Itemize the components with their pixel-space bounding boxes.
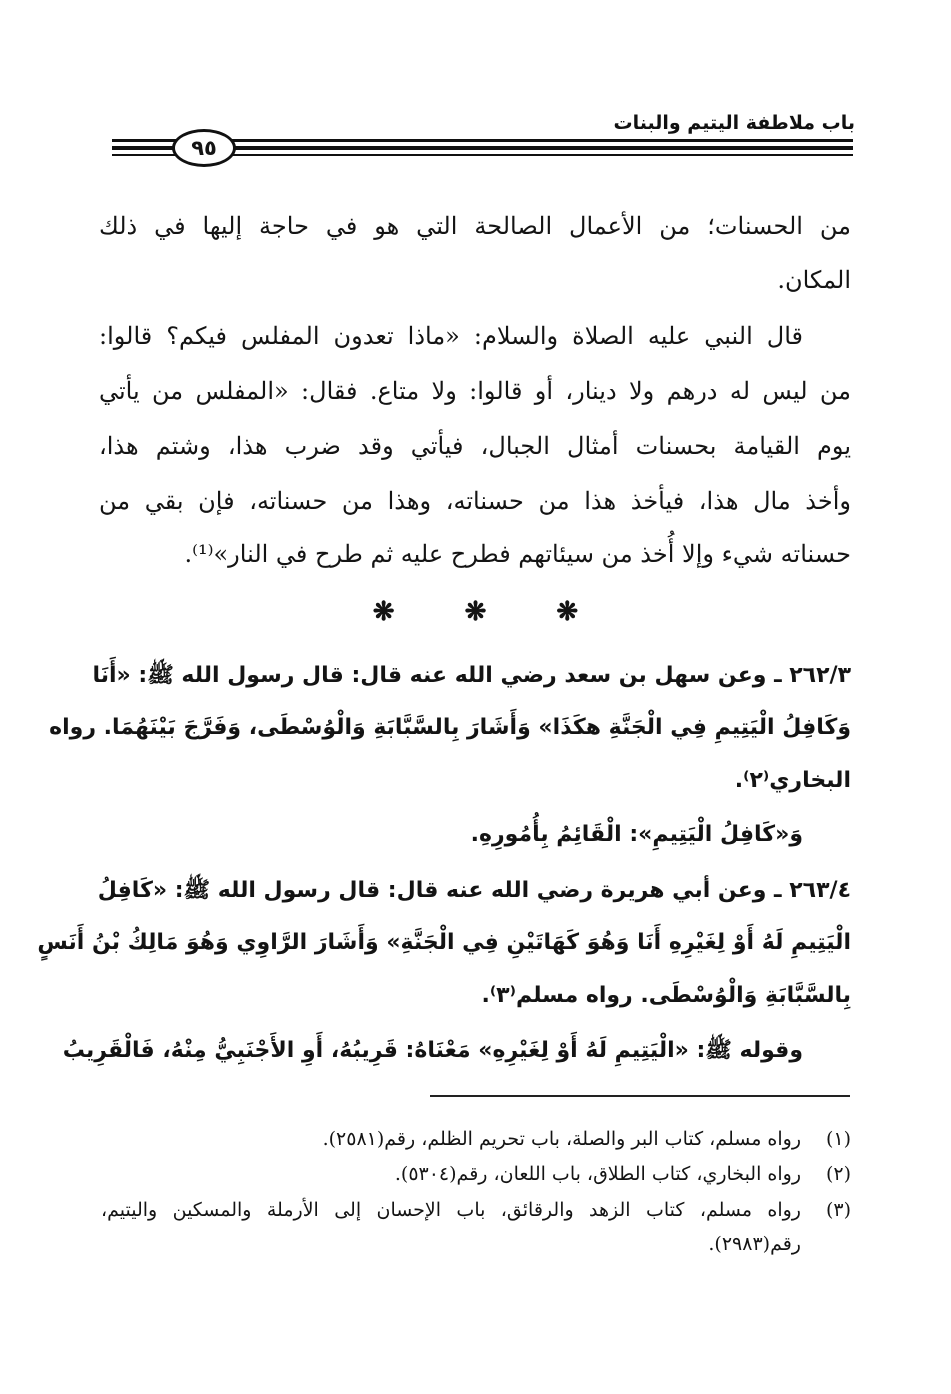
chapter-title: باب ملاطفة اليتيم والبنات: [613, 112, 855, 134]
hadith-line: بِالسَّبَّابَةِ وَالْوُسْطَى. رواه مسلم⁽٣⁾.: [481, 983, 851, 1008]
hadith-line: وَكَافِلُ الْيَتِيمِ فِي الْجَنَّةِ هكَذَا» وَأَشَارَ بِالسَّبَّابَةِ وَالْوُسْطَى، وَفَرَّجَ بَيْنَهُمَا. رواه: [49, 715, 851, 740]
hadith-line: ٢٦٣/٤ ـ وعن أبي هريرة رضي الله عنه قال: قال رسول الله ﷺ: «كَافِلُ: [97, 878, 851, 903]
asterism-icon: ❋: [464, 597, 487, 627]
footnote: [101, 1163, 851, 1185]
text-line: يوم القيامة بحسنات أمثال الجبال، فيأتي وقد ضرب هذا، وشتم هذا،: [99, 432, 851, 460]
section-separator: [0, 597, 951, 627]
text-line: قال النبي عليه الصلاة والسلام: «ماذا تعدون المفلس فيكم؟ قالوا:: [99, 322, 803, 350]
hadith-line: ٢٦٢/٣ ـ وعن سهل بن سعد رضي الله عنه قال: قال رسول الله ﷺ: «أَنَا: [92, 663, 851, 688]
explanation-line: وقوله ﷺ: «الْيَتِيمِ لَهُ أَوْ لِغَيْرِهِ» مَعْنَاهُ: قَرِيبُهُ، أَوِ الأَجْنَبِيُّ مِنْهُ، فَالْقَرِيبُ: [62, 1038, 803, 1063]
footnote-marker: (٢): [825, 1163, 851, 1185]
footnote-text: رواه مسلم، كتاب البر والصلة، باب تحريم الظلم، رقم(٢٥٨١).: [322, 1128, 801, 1150]
hadith-line: البخاري⁽٢⁾.: [734, 768, 851, 793]
footnote-divider: [430, 1095, 850, 1097]
footnote-marker-spacer: [801, 1233, 851, 1255]
footnote: [101, 1128, 851, 1150]
footnote-text: رقم(٢٩٨٣).: [708, 1233, 801, 1255]
footnote: [101, 1233, 851, 1255]
footnote-marker: (٣): [825, 1199, 851, 1221]
text-line: من الحسنات؛ من الأعمال الصالحة التي هو في حاجة إليها في ذلك: [99, 212, 851, 240]
footnote: [101, 1199, 851, 1221]
footnote-text: رواه مسلم، كتاب الزهد والرقائق، باب الإحسان إلى الأرملة والمسكين واليتيم،: [101, 1199, 801, 1221]
footnote-marker: (١): [825, 1128, 851, 1150]
text-line: من ليس له درهم ولا دينار، أو قالوا: ولا متاع. فقال: «المفلس من يأتي: [99, 377, 851, 405]
hadith-line: الْيَتِيمِ لَهُ أَوْ لِغَيْرِهِ أَنَا وَهُوَ كَهَاتَيْنِ فِي الْجَنَّةِ» وَأَشَارَ الرَّاوِي وَهُوَ مَالِكُ بْنُ أَنَسٍ: [37, 930, 851, 955]
text-line: المكان.: [777, 266, 851, 294]
text-line: وأخذ مال هذا، فيأخذ هذا من حسناته، وهذا من حسناته، فإن بقي من: [99, 487, 851, 515]
asterism-icon: ❋: [372, 597, 395, 627]
footnote-text: رواه البخاري، كتاب الطلاق، باب اللعان، رقم(٥٣٠٤).: [394, 1163, 801, 1185]
page-number: ٩٥: [172, 129, 236, 167]
text-line: حسناته شيء وإلا أُخذ من سيئاتهم فطرح عليه ثم طرح في النار»⁽¹⁾.: [184, 540, 851, 568]
explanation-line: وَ«كَافِلُ الْيَتِيمِ»: الْقَائِمُ بِأُمُورِهِ.: [470, 822, 803, 847]
asterism-icon: ❋: [556, 597, 579, 627]
